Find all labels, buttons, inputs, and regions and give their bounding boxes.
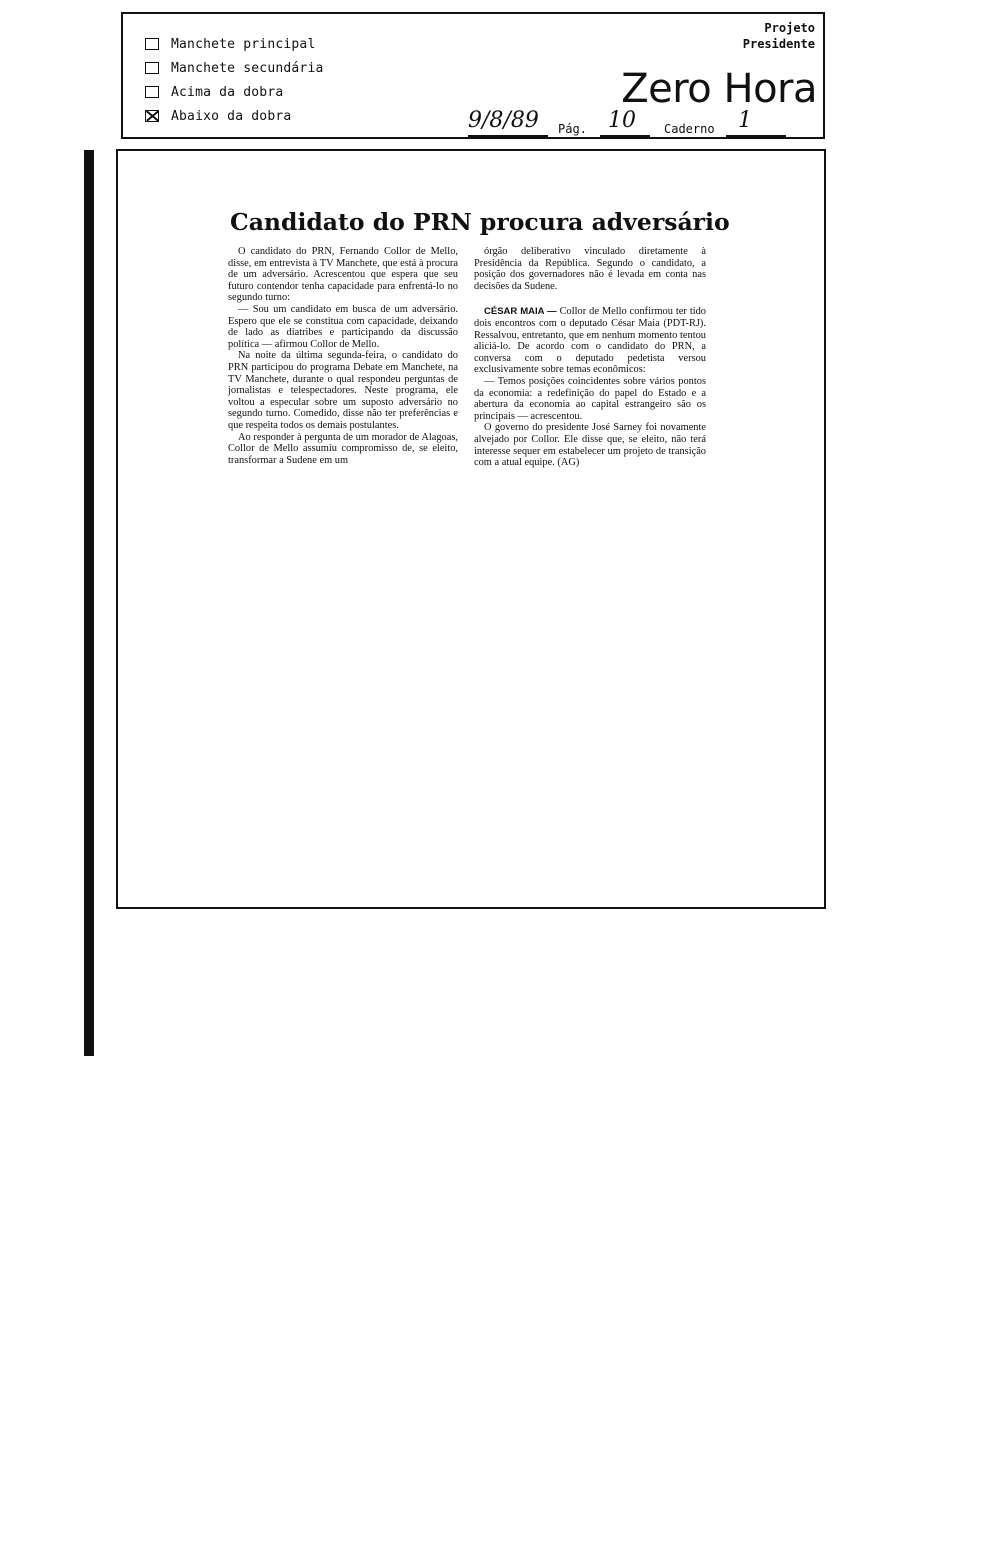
section-underline (726, 135, 786, 137)
page-value: 10 (608, 108, 636, 133)
article-subhead: CÉSAR MAIA — (484, 306, 557, 318)
page-label: Pág. (558, 122, 587, 136)
paragraph: Na noite da última segunda-feira, o candidato do PRN participou do programa Debate em Manchete, na TV Manchete, durante o qual respondeu perguntas de jornalistas e telespectadores. Neste programa, ele voltou a especular sobre um suposto adversário no segundo turno. Comedido, disse não ter preferências e que respeita todos os demais postulantes. (228, 350, 458, 431)
page-underline (600, 135, 650, 137)
article-headline: Candidato do PRN procura adversário (230, 208, 730, 236)
paragraph: O candidato do PRN, Fernando Collor de Mello, disse, em entrevista à TV Manchete, que está à procura de um adversário. Acrescentou que espera que seu futuro contendor tenha capacidade para enfrentá-lo no segundo turno: (228, 246, 458, 304)
check-row-acima-dobra[interactable] (145, 80, 324, 104)
clipping-header-form (121, 12, 825, 139)
checkbox-icon[interactable] (145, 86, 159, 98)
scan-edge-bar (84, 150, 94, 1056)
project-line-1: Projeto (764, 21, 815, 35)
placement-checklist (145, 32, 324, 128)
paragraph-text: Collor de Mello confirmou ter tido dois encontros com o deputado César Maia (PDT-RJ). Ressalvou, entretanto, que em nenhum momento tentou aliciá-lo. De acordo com o candidato do PRN, a conversa com o deputado pedetista versou exclusivamente sobre temas econômicos: (474, 306, 706, 376)
paragraph: — Sou um candidato em busca de um adversário. Espero que ele se constitua com capacidade, deixando de lado as diatribes e participando da discussão política — afirmou Collor de Mello. (228, 303, 458, 350)
clipping-frame (116, 149, 826, 909)
date-page-section-row (468, 108, 818, 138)
check-row-abaixo-dobra[interactable] (145, 104, 324, 128)
section-value: 1 (738, 108, 752, 133)
article-column-left (228, 246, 458, 466)
paragraph: órgão deliberativo vinculado diretamente à Presidência da República. Segundo o candidato, a posição dos governadores não é levada em conta nas decisões da Sudene. (474, 246, 706, 292)
paragraph: O governo do presidente José Sarney foi novamente alvejado por Collor. Ele disse que, se eleito, não terá interesse sequer em estabelecer um projeto de transição com a atual equipe. (AG) (474, 422, 706, 469)
paragraph-with-subhead (474, 306, 706, 376)
paragraph: Ao responder à pergunta de um morador de Alagoas, Collor de Mello assumiu compromisso de, se eleito, transformar a Sudene em um (228, 431, 458, 466)
checkbox-checked-icon[interactable] (145, 110, 159, 122)
checkbox-icon[interactable] (145, 38, 159, 50)
check-label: Abaixo da dobra (171, 108, 292, 124)
check-row-manchete-secundaria[interactable] (145, 56, 324, 80)
date-value: 9/8/89 (468, 108, 539, 133)
check-row-manchete-principal[interactable] (145, 32, 324, 56)
section-label: Caderno (664, 122, 715, 136)
project-label (743, 20, 815, 52)
check-label: Manchete secundária (171, 60, 324, 76)
date-underline (468, 135, 548, 137)
paragraph: — Temos posições coincidentes sobre vários pontos da economia: a redefinição do papel do Estado e a abertura da economia ao capital estrangeiro são os principais — acrescentou. (474, 375, 706, 422)
check-label: Manchete principal (171, 36, 316, 52)
check-label: Acima da dobra (171, 84, 284, 100)
project-line-2: Presidente (742, 37, 815, 51)
checkbox-icon[interactable] (145, 62, 159, 74)
article-column-right (474, 246, 706, 469)
newspaper-masthead: Zero Hora (621, 66, 817, 112)
